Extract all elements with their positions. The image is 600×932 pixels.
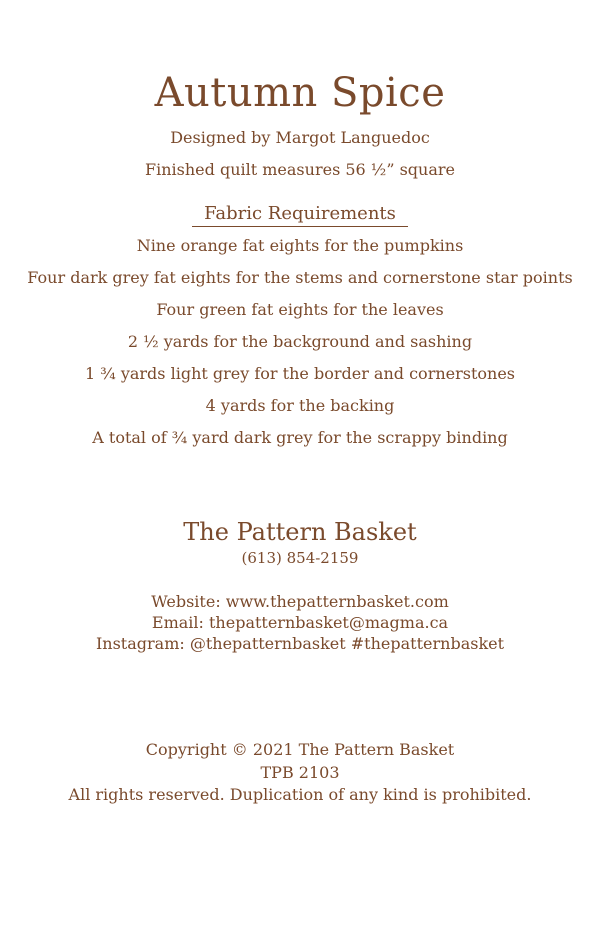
copyright-notice: Copyright © 2021 The Pattern Basket: [145, 740, 455, 759]
list-item: A total of ¾ yard dark grey for the scrappy binding: [92, 428, 508, 447]
company-name: The Pattern Basket: [183, 518, 417, 546]
list-item: 2 ½ yards for the background and sashing: [127, 332, 473, 351]
instagram-line: Instagram: @thepatternbasket #thepatternbasket: [95, 634, 505, 653]
list-item: Four green fat eights for the leaves: [156, 300, 444, 319]
email-line: Email: thepatternbasket@magma.ca: [151, 613, 449, 632]
list-item: Nine orange fat eights for the pumpkins: [136, 236, 464, 255]
designer-credit: Designed by Margot Languedoc: [170, 128, 430, 147]
quilt-size: Finished quilt measures 56 ½” square: [145, 160, 455, 179]
list-item: 4 yards for the backing: [205, 396, 395, 415]
fabric-requirements-heading-text: Fabric Requirements: [192, 203, 408, 227]
list-item: Four dark grey fat eights for the stems and cornerstone star points: [27, 268, 573, 287]
fabric-requirements-list: [0, 234, 600, 458]
pattern-code: TPB 2103: [260, 763, 340, 782]
rights-notice: All rights reserved. Duplication of any kind is prohibited.: [68, 785, 532, 804]
website-line: Website: www.thepatternbasket.com: [151, 592, 449, 611]
fabric-requirements-heading: [0, 203, 600, 227]
list-item: 1 ¾ yards light grey for the border and cornerstones: [84, 364, 516, 383]
phone-number: (613) 854-2159: [241, 549, 359, 567]
pattern-title: Autumn Spice: [154, 70, 446, 116]
